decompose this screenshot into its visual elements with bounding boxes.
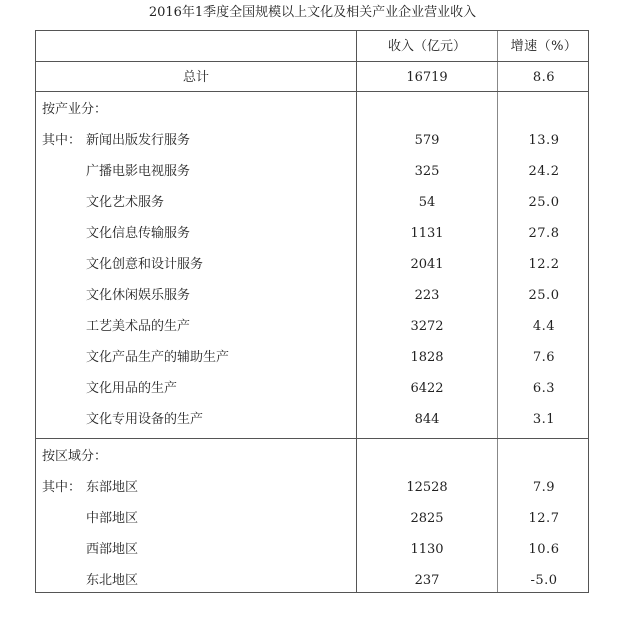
header-revenue: 收入（亿元） — [387, 39, 466, 54]
row-prefix: 其中： — [42, 133, 82, 148]
table-row — [36, 125, 588, 156]
row-revenue: 325 — [414, 164, 440, 179]
row-revenue: 1131 — [410, 226, 444, 241]
row-growth: -5.0 — [530, 573, 558, 588]
row-label: 文化艺术服务 — [86, 195, 165, 210]
row-label: 东北地区 — [86, 573, 139, 588]
table-title: 2016年1季度全国规模以上文化及相关产业企业营业收入 — [148, 5, 477, 20]
total-growth: 8.6 — [532, 70, 556, 85]
total-label: 总计 — [182, 70, 209, 85]
table-row — [36, 342, 588, 373]
section-region-header — [36, 441, 588, 472]
row-revenue: 54 — [418, 195, 436, 210]
row-growth: 13.9 — [528, 133, 560, 148]
row-revenue: 223 — [414, 288, 440, 303]
row-label: 西部地区 — [86, 542, 139, 557]
row-label: 文化休闲娱乐服务 — [86, 288, 191, 303]
row-label: 文化产品生产的辅助生产 — [86, 350, 230, 365]
row-growth: 7.9 — [532, 480, 556, 495]
section-label: 按区域分： — [42, 449, 108, 464]
row-label: 文化创意和设计服务 — [86, 257, 204, 272]
row-label: 文化用品的生产 — [86, 381, 178, 396]
table-row — [36, 156, 588, 187]
row-growth: 12.7 — [528, 511, 560, 526]
revenue-table — [35, 30, 589, 593]
header-row — [36, 31, 588, 62]
row-growth: 12.2 — [528, 257, 560, 272]
row-revenue: 2825 — [410, 511, 444, 526]
header-label — [42, 31, 354, 62]
row-growth: 24.2 — [528, 164, 560, 179]
table-row — [36, 404, 588, 435]
row-growth: 6.3 — [532, 381, 556, 396]
row-revenue: 1828 — [410, 350, 444, 365]
row-label: 文化专用设备的生产 — [86, 412, 204, 427]
row-label: 工艺美术品的生产 — [86, 319, 191, 334]
row-growth: 3.1 — [532, 412, 556, 427]
row-revenue: 579 — [414, 133, 440, 148]
row-revenue: 6422 — [410, 381, 444, 396]
table-row — [36, 249, 588, 280]
row-divider — [36, 438, 588, 439]
table-row — [36, 280, 588, 311]
table-row — [36, 218, 588, 249]
row-label: 中部地区 — [86, 511, 139, 526]
table-row — [36, 472, 588, 503]
row-label: 新闻出版发行服务 — [86, 133, 191, 148]
table-row — [36, 311, 588, 342]
row-revenue: 844 — [414, 412, 440, 427]
row-growth: 7.6 — [532, 350, 556, 365]
row-growth: 4.4 — [532, 319, 556, 334]
table-row — [36, 534, 588, 565]
table-row — [36, 373, 588, 404]
header-growth: 增速（%） — [510, 39, 578, 54]
total-row — [36, 62, 588, 93]
row-label: 东部地区 — [86, 480, 139, 495]
row-growth: 25.0 — [528, 288, 560, 303]
row-growth: 27.8 — [528, 226, 560, 241]
row-revenue: 12528 — [406, 480, 448, 495]
row-prefix: 其中： — [42, 480, 82, 495]
section-industry-header — [36, 94, 588, 125]
total-revenue: 16719 — [406, 70, 448, 85]
row-label: 广播电影电视服务 — [86, 164, 191, 179]
table-row — [36, 565, 588, 596]
row-growth: 10.6 — [528, 542, 560, 557]
row-divider — [36, 91, 588, 92]
table-row — [36, 187, 588, 218]
row-revenue: 2041 — [410, 257, 444, 272]
row-revenue: 237 — [414, 573, 440, 588]
row-revenue: 3272 — [410, 319, 444, 334]
row-growth: 25.0 — [528, 195, 560, 210]
section-label: 按产业分： — [42, 102, 108, 117]
row-revenue: 1130 — [410, 542, 444, 557]
table-row — [36, 503, 588, 534]
row-label: 文化信息传输服务 — [86, 226, 191, 241]
